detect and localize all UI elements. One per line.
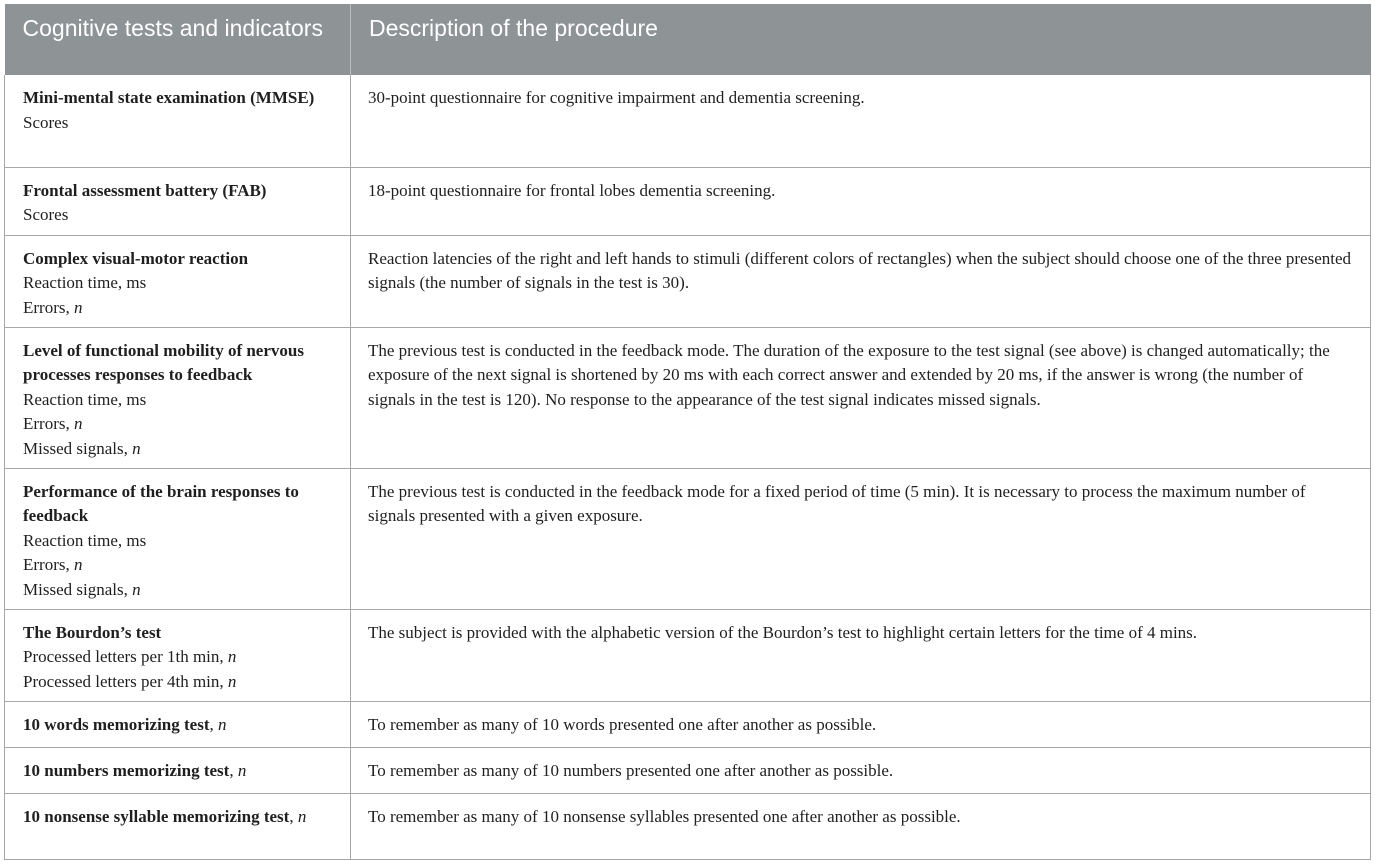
indicator-text: Reaction time, ms <box>23 273 147 292</box>
indicator-n: n <box>227 671 237 691</box>
indicator-text: Reaction time, ms <box>23 389 147 409</box>
indicator <box>23 645 334 670</box>
indicator-text: Errors, <box>23 297 74 317</box>
indicator-text: Missed signals, <box>23 438 133 458</box>
test-cell <box>5 793 351 859</box>
header-row <box>5 4 1371 75</box>
test-title: Complex visual-motor reaction <box>23 248 249 268</box>
header-tests-indicators: Cognitive tests and indicators <box>5 4 351 75</box>
indicator-n: n <box>73 414 83 433</box>
indicator <box>23 578 334 603</box>
indicator-n: n <box>227 647 237 666</box>
description-cell: The subject is provided with the alphabetic version of the Bourdon’s test to highlight certain letters for the time of 4 mins. <box>351 609 1371 701</box>
test-title: Level of functional mobility of nervous processes responses to feedback <box>23 340 304 384</box>
description-cell: 18-point questionnaire for frontal lobes dementia screening. <box>351 167 1371 235</box>
indicator <box>23 670 334 695</box>
header-description: Description of the procedure <box>351 4 1371 75</box>
test-title: Frontal assessment battery (FAB) <box>23 180 267 200</box>
title-suffix: , <box>289 806 298 826</box>
test-cell <box>5 75 351 167</box>
indicator-text: Errors, <box>23 555 74 574</box>
indicator-n: n <box>73 555 83 574</box>
test-cell <box>5 235 351 327</box>
test-title: Performance of the brain responses to feedback <box>23 481 299 525</box>
description-cell: To remember as many of 10 words presented one after another as possible. <box>351 701 1371 747</box>
table-row <box>5 701 1371 747</box>
indicator <box>23 412 334 437</box>
description-cell: The previous test is conducted in the feedback mode. The duration of the exposure to the test signal (see above) is changed automatically; the exposure of the next signal is shortened by 20 ms with each correct answer and extended by 20 ms, if the answer is wrong (the number of signals in the test is 120). No response to the appearance of the test signal indicates missed signals. <box>351 327 1371 468</box>
table-row <box>5 75 1371 167</box>
test-cell <box>5 747 351 793</box>
description-cell: To remember as many of 10 nonsense syllables presented one after another as possible. <box>351 793 1371 859</box>
table-row <box>5 609 1371 701</box>
indicator <box>23 111 334 136</box>
description-cell: The previous test is conducted in the feedback mode for a fixed period of time (5 min). It is necessary to process the maximum number of signals presented with a given exposure. <box>351 468 1371 609</box>
indicator <box>23 296 334 321</box>
test-cell <box>5 167 351 235</box>
indicator-text: Scores <box>23 112 69 132</box>
table-row <box>5 235 1371 327</box>
table-row <box>5 327 1371 468</box>
title-suffix-n: n <box>218 714 227 734</box>
table-header <box>5 4 1371 75</box>
indicator-n: n <box>73 297 83 317</box>
indicator <box>23 271 334 296</box>
table-container <box>4 4 1370 860</box>
test-title: The Bourdon’s test <box>23 622 162 642</box>
table-row <box>5 468 1371 609</box>
indicator-text: Missed signals, <box>23 579 133 599</box>
cognitive-tests-table <box>4 4 1371 860</box>
indicator-n: n <box>132 438 141 458</box>
test-title: 10 numbers memorizing test <box>23 760 230 780</box>
indicator-n: n <box>132 579 141 599</box>
indicator-text: Errors, <box>23 414 74 433</box>
test-cell <box>5 327 351 468</box>
table-row <box>5 167 1371 235</box>
test-cell <box>5 609 351 701</box>
table-row <box>5 793 1371 859</box>
title-suffix-n: n <box>237 760 247 780</box>
table-row <box>5 747 1371 793</box>
indicator-text: Processed letters per 4th min, <box>23 671 228 691</box>
indicator-text: Processed letters per 1th min, <box>23 647 228 666</box>
description-cell: 30-point questionnaire for cognitive impairment and dementia screening. <box>351 75 1371 167</box>
title-suffix: , <box>209 714 218 734</box>
test-title: 10 nonsense syllable memorizing test <box>23 806 290 826</box>
indicator <box>23 388 334 413</box>
indicator <box>23 529 334 554</box>
indicator <box>23 437 334 462</box>
description-cell: To remember as many of 10 numbers presented one after another as possible. <box>351 747 1371 793</box>
table-body <box>5 75 1371 859</box>
indicator-text: Reaction time, ms <box>23 530 147 550</box>
description-cell: Reaction latencies of the right and left hands to stimuli (different colors of rectangles) when the subject should choose one of the three presented signals (the number of signals in the test is 30). <box>351 235 1371 327</box>
title-suffix-n: n <box>297 806 307 826</box>
indicator-text: Scores <box>23 205 69 224</box>
test-title: Mini-mental state examination (MMSE) <box>23 88 315 107</box>
test-title: 10 words memorizing test <box>23 714 210 734</box>
indicator <box>23 203 334 228</box>
test-cell <box>5 701 351 747</box>
title-suffix: , <box>229 760 238 780</box>
test-cell <box>5 468 351 609</box>
indicator <box>23 553 334 578</box>
